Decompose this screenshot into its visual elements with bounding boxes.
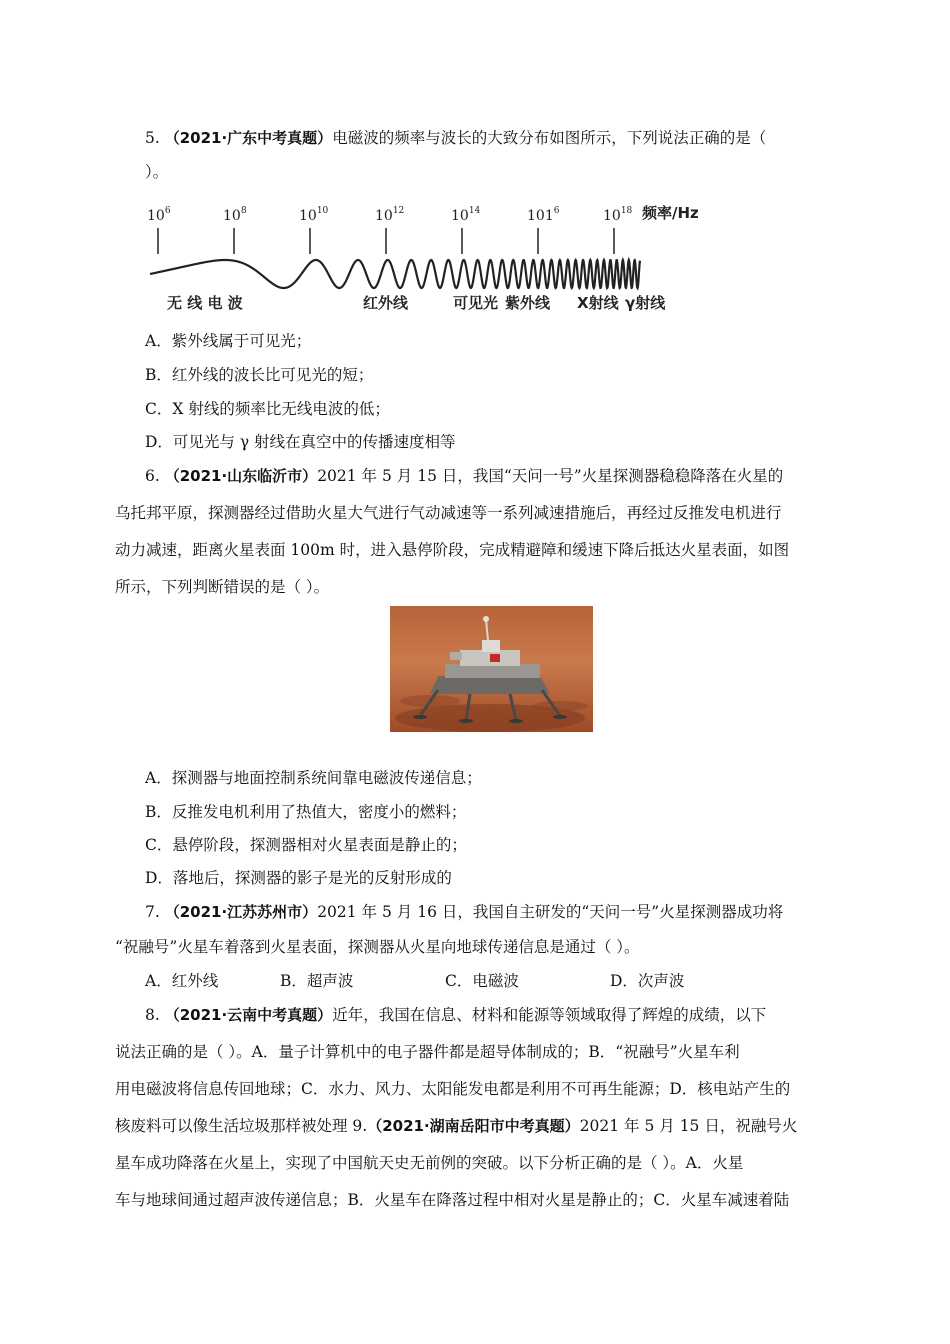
q6-option-c[interactable]: C．悬停阶段，探测器相对火星表面是静止的； [145,836,467,854]
q5-option-b[interactable]: B．红外线的波长比可见光的短； [145,366,374,384]
q7-option-d[interactable]: D．次声波 [610,972,685,990]
q5-source: （2021·广东中考真题） [164,129,333,147]
q9-stem-line5: 星车成功降落在火星上，实现了中国航天史无前例的突破。以下分析正确的是（ ）。A．火星 [115,1154,744,1172]
spectrum-band-label: 红外线 [363,294,409,312]
q7-source: （2021·江苏苏州市） [164,903,318,921]
q7-number: 7. [145,903,160,921]
q9-source: （2021·湖南岳阳市中考真题） [367,1117,580,1135]
q8-stem-line4-b: 2021 年 5 月 15 日，祝融号火 [579,1117,798,1135]
frequency-tick-label: $10^{18}$ [603,206,633,224]
spectrum-band-label: 无 线 电 波 [167,294,243,312]
q7-option-c[interactable]: C．电磁波 [445,972,519,990]
q6-stem-line2: 乌托邦平原，探测器经过借助火星大气进行气动减速等一系列减速措施后，再经过反推发电机进行 [115,504,782,522]
q6-stem-line4: 所示，下列判断错误的是（ ）。 [115,578,330,596]
em-spectrum-figure [145,196,705,316]
frequency-tick-label: $10^8$ [223,206,247,224]
q8-stem-text: 近年，我国在信息、材料和能源等领域取得了辉煌的成绩，以下 [332,1006,767,1024]
q6-option-d[interactable]: D．落地后，探测器的影子是光的反射形成的 [145,869,452,887]
frequency-tick-label: $10^6$ [147,206,171,224]
q7-option-b[interactable]: B．超声波 [280,972,354,990]
q9-stem-line6: 车与地球间通过超声波传递信息；B．火星车在降落过程中相对火星是静止的；C．火星车减速着陆 [115,1191,790,1209]
q5-stem-line2: ）。 [145,163,169,181]
spectrum-band-label: γ射线 [625,294,666,312]
q8-stem-line2: 说法正确的是（ ）。A．量子计算机中的电子器件都是超导体制成的；B．“祝融号”火星车利 [115,1043,740,1061]
q6-stem-text: 2021 年 5 月 15 日，我国“天问一号”火星探测器稳稳降落在火星的 [317,467,784,485]
q7-stem-line1 [145,902,845,922]
q8-stem-line4-a: 核废料可以像生活垃圾那样被处理 9. [115,1117,368,1135]
q6-option-a[interactable]: A．探测器与地面控制系统间靠电磁波传递信息； [145,769,482,787]
wave-curve [150,260,640,288]
q7-stem-line2: “祝融号”火星车着落到火星表面，探测器从火星向地球传递信息是通过（ ）。 [115,938,640,956]
spectrum-band-label: 紫外线 [505,294,551,312]
q5-option-c[interactable]: C．X 射线的频率比无线电波的低； [145,400,390,418]
q6-number: 6. [145,467,160,485]
q6-option-b[interactable]: B．反推发电机利用了热值大，密度小的燃料； [145,803,467,821]
mars-lander-photo [390,606,593,732]
q7-option-a[interactable]: A．红外线 [145,972,219,990]
frequency-axis-label: 频率/Hz [642,204,699,222]
q5-stem-text: 电磁波的频率与波长的大致分布如图所示，下列说法正确的是（ [332,129,767,147]
q5-option-d[interactable]: D．可见光与 γ 射线在真空中的传播速度相等 [145,433,456,451]
q6-stem-line3: 动力减速，距离火星表面 100m 时，进入悬停阶段，完成精避障和缓速下降后抵达火星表面，如图 [115,541,790,559]
q8-stem-line4 [115,1116,815,1136]
spectrum-band-label: X射线 [577,294,619,312]
q6-source: （2021·山东临沂市） [164,467,318,485]
q5-number: 5. [145,129,160,147]
q8-number: 8. [145,1006,160,1024]
q7-stem-text: 2021 年 5 月 16 日，我国自主研发的“天问一号”火星探测器成功将 [317,903,784,921]
q8-stem-line3: 用电磁波将信息传回地球；C．水力、风力、太阳能发电都是利用不可再生能源；D．核电站产生的 [115,1080,791,1098]
spectrum-band-label: 可见光 [453,294,499,312]
q5-option-a[interactable]: A．紫外线属于可见光； [145,332,312,350]
frequency-tick-label: $10^{10}$ [299,206,329,224]
frequency-tick-label: $10^{14}$ [451,206,481,224]
frequency-tick-label: $10^{12}$ [375,206,405,224]
q8-stem-line1 [145,1005,845,1025]
q6-stem-line1 [145,466,845,486]
frequency-tick-label: $101^6$ [527,206,560,224]
q5-stem-line1 [145,128,845,148]
q8-source: （2021·云南中考真题） [164,1006,333,1024]
